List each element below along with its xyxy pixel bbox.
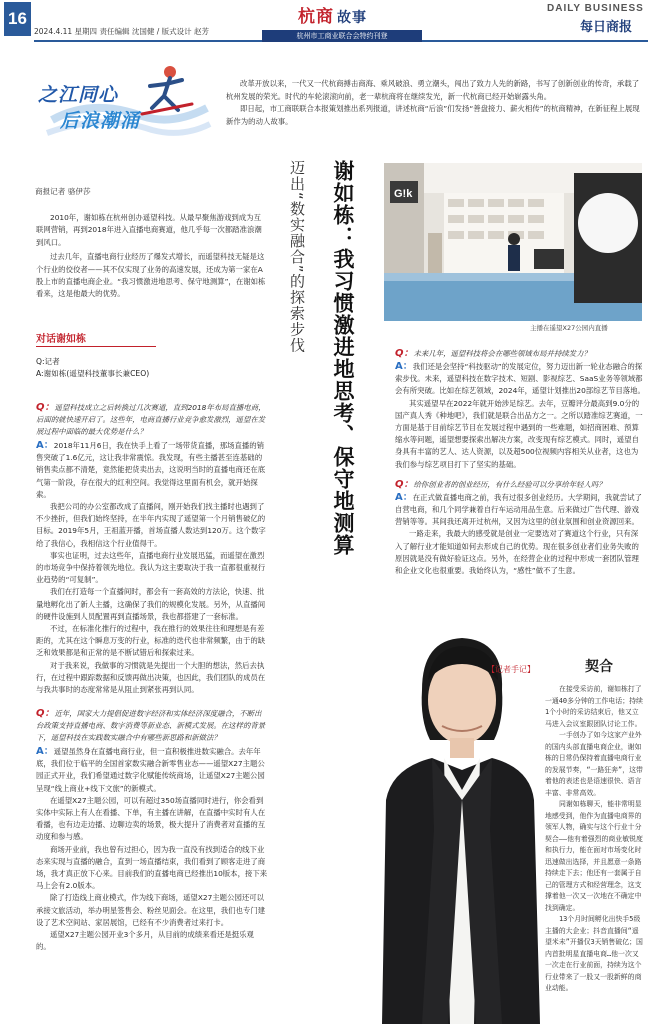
lead-paragraph: 2010年，谢如栋在杭州创办遥望科技。从最早聚焦游戏到成为互联网营销，再到2018年进入直播电商赛道，他几乎每一次都踏准浪潮到风口。 — [36, 213, 262, 247]
logo-line-1: 之江同心 — [38, 84, 119, 106]
qa-legend — [36, 356, 266, 381]
answer: A：在正式做直播电商之前，我有过很多创业经历。大学期间，我就尝试了自营电商，和几个同学兼着自行车运动用品生意。后来做过广告代理、游戏营销等等。其间我还离开过杭州，又因为这里的创业氛围和创业资源回来。 一路走来，我最大的感受就是创业一定要选对了赛道这个行业，只有深入了解行业才能知道如何去形成自己的优势。现在很多创业者们业务失败的原因就是没有做好验证这点。另外，在经营企业的过程中形成一套团队管理和企业文化也很重要。我始终认为，“感性”做不了生意。 — [395, 491, 642, 576]
answer: A：遥望虽然身在直播电商行业，但一直积极推进数实融合。去年年底，我们位于临平的全国首家数实融合新零售业态——遥望X27主题公园正式开业，我们希望通过数字化赋能传统商场，让遥望X27主题公园呈现“线上商业+线下文旅”的新模式。 在遥望X27主题公园，可以有超过350场直播同时进行，你会看到实体中实际上有人在看播、下单，有主播在讲解，在直播中实时有人在看播，也有边走边播、边聊边卖的场景，极大提升了消费者对直播的互动度和参与感。 商场开业前，我也曾有过担心，因为我一直没有找到适合的线下业态来实现与直播的融合，直到一场直播结束，我们看到了顾客走进了商场，我才真正放下心来。目前我们的直播电商已经推出10版本，接下来马上会有2.0版本。 除了打造线上商业模式，作为线下商场，遥望X27主题公园还可以承接文旅活动，举办明星签售会、粉丝见面会。在这里，我们也专门建设了艺术空间站、家居展馆，已经有不少消费者过来打卡。 遥望X27主题公园开业3个多月，从目前的成绩来看还是挺乐观的。 — [36, 746, 268, 952]
question: Q：遥望科技成立之后转换过几次赛道，直到2018年布局直播电商，后面的就快速开启了。这些年，电商直播行业竞争愈发激烈，遥望在发展过程中面临的最大优势是什么？ — [36, 402, 266, 436]
answer: A：2018年11月6日，我在快手上看了一场带货直播，那场直播的销售突破了1.6亿元，这让我非常震惊。我发现，有些主播甚至连基础的销售卖点都不清楚，竟然能把货卖出去，这说明当时的直播电商还在底气第一阶段，存在很大的红利空间。我觉得这里面有机会，就开始探索。 我把公司的办公室都改成了直播间，刚开始我们找主播时也遇到了不少挫折，但我们始终坚持，在半年内实现了遥望第一个月销售破亿的目标。2019年5月，王祖蓝开播，首场直播人数达到120万。这个数字给了我信心，我相信这个行业值得干。 事实也证明，过去这些年，直播电商行业发展迅猛，而遥望在激烈的市场竞争中保持着领先地位。我认为这主要取决于我一直都很重视行业趋势的“可复制”。 我们在打造每一个直播间时，都会有一套高效的方法论，快速、批量地孵化出了新人主播，这确保了我们的规模化发展。另外，从直播间的硬件设施到人员配置再到直播场景，我也都搭建了一套标准。 不过，在标准化推行的过程中，我在推行的效果往往和理想是有差距的，尤其在这个瞬息万变的行业，标准的迭代也非常频繁，由于的缺乏和效果都是和正常的是不断试错后和探索过来。 对于我来说，我做事的习惯就是先提出一个大胆的想法，然后去执行，在过程中跟踪数据和反馈再做出决策，也因此，我们团队的成员在与我共事时的态度常常是从阻止到紧张再到认同。 — [36, 440, 266, 695]
subheadline: 迈出“数实融合”的探索步伐 — [288, 160, 306, 354]
reporter-note-body — [545, 684, 643, 995]
answer: A：我们还是会坚持“科技驱动”的发展定位，努力迈出新一轮业态融合的探索步伐。未来，遥望科技在数字技术、短剧、影视综艺、SaaS业务等领域都会有所突破。比如在综艺领域，2024年，遥望计划推出20部综艺节目落地。 其实遥望早在2022年就开始涉足综艺。去年，豆瓣评分最高到9.0分的国产真人秀《种地吧》，我们就是联合出品方之一。之所以踏准综艺赛道，一方面是基于目前综艺节目在发展过程中遇到的一些难题，如招商困难、预算缩水等问题，遥望想要探索出解决方案，改变现有综艺模式。同时，遥望自身具有丰富的艺人、达人资源，以及超500位视频内容相关从业者，这也为我们参与综艺项目打下了坚实的基础。 — [395, 361, 645, 469]
photo-sign: G!k — [394, 188, 413, 200]
note-paragraph: 13个月时间孵化出快手5级主播的大企业；抖音直播间“遥望米未”开播仅3天销售破亿；国内首批明星直播电商…他一次又一次走在行业前面，持续为这个行业带来了一股又一股新鲜的商业动能。 — [545, 915, 643, 992]
headline: 谢如栋：我习惯激进地思考、保守地测算 — [331, 160, 355, 556]
portrait-photo — [362, 630, 552, 1024]
intro-paragraph: 改革开放以来，一代又一代杭商搏击商海、乘风破浪、勇立潮头，闯出了致力人先的新路，书写了创新创业的传奇，承载了杭州发展的荣光。时代的车轮滚滚向前，老一辈杭商将在继续发光，新一代杭商已经开始崭露头角。 — [226, 79, 640, 101]
intro-paragraph: 即日起，市工商联联合本报策划推出系列报道，讲述杭商“后浪”们发扬“善盘接力、薪火相传”的杭商精神，在新征程上展现新作为的动人故事。 — [226, 104, 640, 126]
a-label: A:谢如栋(遥望科技董事长兼CEO) — [36, 369, 150, 379]
series-logo — [32, 58, 212, 148]
photo-caption: 主播在遥望X27公园内直播 — [530, 324, 608, 332]
note-paragraph: 在接受采访前，谢如栋打了一通40多分钟的工作电话；持续1个小时的采访结束后，他又立马进入会议室跟团队讨论工作。 — [545, 685, 643, 728]
reporter-note-label: 【记者手记】 — [487, 665, 535, 674]
brand-sponsor-bar: 杭州市工商业联合会特约刊登 — [262, 30, 422, 42]
studio-photo — [384, 163, 642, 321]
question: Q：给你创业者的创业经历，有什么经验可以分享给年轻人吗？ — [395, 478, 606, 490]
reporter-note-title: 契合 — [585, 659, 613, 675]
question: Q：近年，国家大力提倡促进数字经济和实体经济深度融合，不断出台政策支持直播电商、数字消费等新业态、新模式发展。在这样的背景下，遥望科技在实践数实融合中有哪些新思路和新做法？ — [36, 708, 266, 742]
qa-left-1 — [36, 402, 268, 696]
brand-name: 杭商 — [298, 7, 334, 27]
person-portrait-icon — [362, 630, 552, 1024]
question: Q：未来几年，遥望科技将会在哪些领域布局并持续发力？ — [395, 348, 591, 359]
masthead-cn: 每日商报 — [580, 20, 633, 35]
section-title: 对话谢如栋 — [36, 334, 86, 345]
masthead-en: DAILY BUSINESS — [547, 3, 644, 14]
q-label: Q:记者 — [36, 357, 60, 366]
brand-sub: 故事 — [337, 10, 367, 26]
page-number: 16 — [4, 2, 31, 36]
qa-right — [395, 348, 645, 577]
column-brand — [298, 2, 368, 28]
byline: 商报记者 骆伊莎 — [35, 187, 91, 196]
note-paragraph: 同谢如栋聊天，能非常明显地感受到，他作为直播电商界的领军人物，确实与这个行业十分契合——他有着强烈的商业敏锐度和执行力，能在面对市场变化时迅速做出选择，并且愿意一条路持续走下去；他还有一套属于自己的管理方式和经营理念，这支撑着他一次又一次地在不确定中找到确定。 — [545, 800, 643, 912]
qa-left-2 — [36, 708, 268, 953]
note-paragraph: 一手创办了如今这家产业外的国内头部直播电商企业，谢如栋的日常仍保持着直播电商行业的发展节奏，“一路狂奔”，这带着他的表述也是语速很快、语言丰富、非常高效。 — [545, 731, 643, 797]
livestream-photo-icon — [384, 163, 642, 321]
series-intro — [226, 78, 646, 128]
lead-text — [36, 212, 268, 301]
section-rule — [36, 346, 156, 347]
issue-info: 2024.4.11 星期四 责任编辑 沈国健 / 版式设计 赵芳 — [34, 27, 210, 36]
logo-line-2: 后浪潮涌 — [60, 110, 141, 132]
lead-paragraph: 过去几年，直播电商行业经历了爆发式增长，而遥望科技无疑是这个行业的佼佼者——其不仅实现了业务的高速发展，还成为第一家在A股上市的直播电商企业。“我习惯激进地思考、保守地测算”，在谢如栋看来，这是他最大的优势。 — [36, 252, 266, 299]
